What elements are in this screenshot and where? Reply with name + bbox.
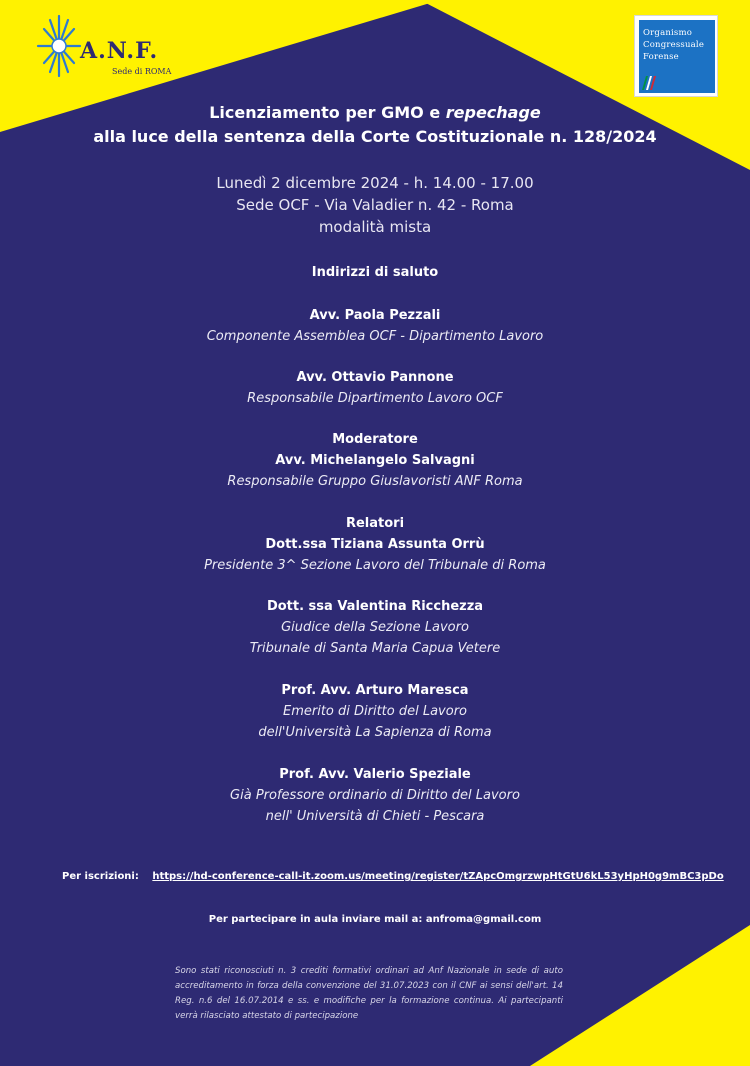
ocf-logo: [634, 15, 718, 97]
ocf-logo-line-2: Congressuale: [643, 40, 705, 50]
saluto-heading: Indirizzi di saluto: [311, 265, 439, 280]
speaker-role: Presidente 3^ Sezione Lavoro del Tribunale di Roma: [204, 558, 546, 573]
moderator-heading: Moderatore: [332, 432, 418, 447]
speaker-role: dell'Università La Sapienza di Roma: [258, 725, 492, 740]
speaker-role: Responsabile Gruppo Giuslavoristi ANF Roma: [227, 474, 523, 489]
credits-note: Sono stati riconosciuti n. 3 crediti formativi ordinari ad Anf Nazionale in sede di auto accreditamento in forza della convenzione del 31.07.2023 con il CNF ai sensi dell'art. 14 Reg. n.6 del 16.07.2014 e ss. e modifiche per la formazione continua. Ai partecipanti verrà rilasciato attestato di partecipazione: [175, 966, 563, 1021]
yellow-bottom-right-triangle: [530, 925, 750, 1066]
speaker-speziale: [0, 764, 750, 827]
registration-link[interactable]: https://hd-conference-call-it.zoom.us/meeting/register/tZApcOmgrzwpHtGtU6kL53yHpH0g9mBC3pDo: [152, 871, 724, 882]
event-date: Lunedì 2 dicembre 2024 - h. 14.00 - 17.00: [216, 174, 534, 192]
speaker-name: Prof. Avv. Valerio Speziale: [279, 767, 471, 782]
relatori-heading: Relatori: [345, 516, 405, 531]
speaker-name: Dott.ssa Tiziana Assunta Orrù: [265, 537, 485, 552]
ocf-logo-line-3: Forense: [643, 52, 679, 62]
speaker-pezzali: [0, 305, 750, 347]
speaker-name: Prof. Avv. Arturo Maresca: [281, 683, 469, 698]
registration-label: Per iscrizioni:: [62, 871, 139, 882]
aula-mail-text: Per partecipare in aula inviare mail a: anfroma@gmail.com: [208, 914, 542, 925]
speaker-role: Già Professore ordinario di Diritto del Lavoro: [230, 788, 520, 803]
title-line-2: alla luce della sentenza della Corte Costituzionale n. 128/2024: [93, 127, 657, 146]
speaker-role: nell' Università di Chieti - Pescara: [265, 809, 485, 824]
speaker-name: Avv. Paola Pezzali: [309, 308, 441, 323]
event-venue: Sede OCF - Via Valadier n. 42 - Roma: [236, 196, 514, 214]
relatori-section: [0, 513, 750, 576]
registration-line: [62, 871, 724, 882]
speaker-role: Emerito di Diritto del Lavoro: [282, 704, 468, 719]
speaker-pannone: [0, 367, 750, 409]
title-line-1: Licenziamento per GMO e: [209, 103, 446, 122]
speaker-role: Responsabile Dipartimento Lavoro OCF: [247, 391, 503, 406]
event-info: [0, 172, 750, 238]
speaker-role: Componente Assemblea OCF - Dipartimento Lavoro: [206, 329, 544, 344]
italian-flag-icon: [642, 76, 656, 90]
speaker-ricchezza: [0, 596, 750, 659]
anf-logo-subtitle: Sede di ROMA: [112, 67, 172, 76]
event-title: [0, 101, 750, 149]
speaker-role: Tribunale di Santa Maria Capua Vetere: [249, 641, 501, 656]
speaker-name: Avv. Michelangelo Salvagni: [275, 453, 475, 468]
speaker-name: Dott. ssa Valentina Ricchezza: [266, 599, 484, 614]
speaker-role: Giudice della Sezione Lavoro: [281, 620, 469, 635]
event-mode: modalità mista: [318, 218, 432, 236]
title-repechage: repechage: [445, 103, 541, 122]
star-icon: [36, 14, 82, 80]
ocf-logo-line-1: Organismo: [643, 28, 693, 38]
speaker-name: Avv. Ottavio Pannone: [296, 370, 454, 385]
speaker-maresca: [0, 680, 750, 743]
anf-logo-name: A.N.F.: [80, 38, 159, 64]
moderator-section: [0, 429, 750, 492]
